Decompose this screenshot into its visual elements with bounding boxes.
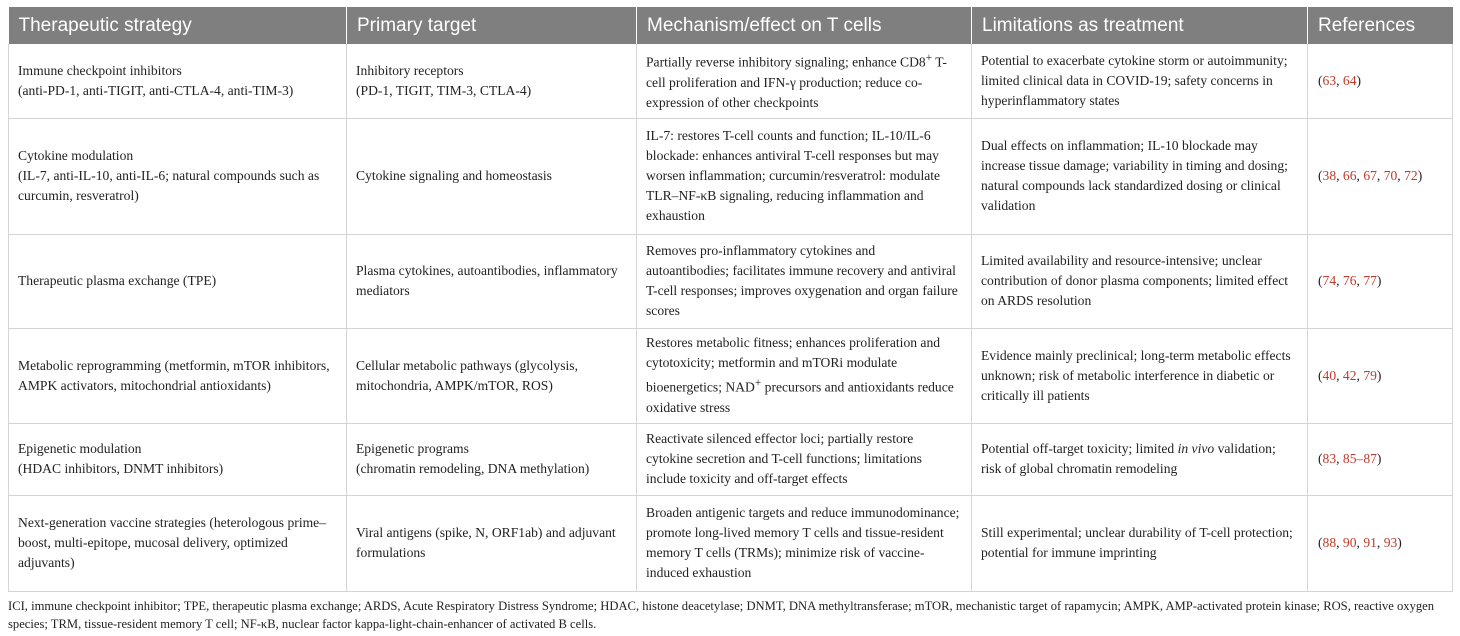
references-cell: (63, 64): [1308, 44, 1453, 118]
reference-link[interactable]: 77: [1363, 273, 1377, 288]
mechanism-cell: [637, 328, 972, 423]
strategy-cell: [9, 44, 347, 118]
mechanism-cell: IL-7: restores T-cell counts and function; IL-10/IL-6 blockade: enhances antiviral T-cell responses but may worsen inflammation; curcumin/resveratrol: modulate TLR–NF-κB signaling, reducing inflammation and exhaustion: [637, 118, 972, 234]
table-row: [9, 44, 1453, 118]
table-footnote: ICI, immune checkpoint inhibitor; TPE, therapeutic plasma exchange; ARDS, Acute Respiratory Distress Syndrome; HDAC, histone deacetylase; DNMT, DNA methyltransferase; mTOR, mechanistic target of rapamycin; AMPK, AMP-activated protein kinase; ROS, reactive oxygen species; TRM, tissue-resident memory T cell; NF-κB, nuclear factor kappa-light-chain-enhancer of activated B cells.: [8, 599, 1435, 631]
reference-link[interactable]: 40: [1322, 367, 1337, 383]
references-cell: (38, 66, 67, 70, 72): [1308, 118, 1453, 234]
strategy-cell: [9, 118, 347, 234]
strategy-name: Immune checkpoint inhibitors: [18, 62, 182, 78]
reference-link[interactable]: 72: [1404, 168, 1418, 183]
strategy-detail: (HDAC inhibitors, DNMT inhibitors): [18, 461, 224, 476]
italic-term: in vivo: [1177, 441, 1215, 456]
limitations-text: Potential off-target toxicity; limited: [981, 441, 1178, 456]
table-row: [9, 495, 1453, 591]
reference-link[interactable]: 74: [1322, 273, 1337, 288]
mechanism-cell: Removes pro-inflammatory cytokines and autoantibodies; facilitates immune recovery and antiviral T-cell responses; improves oxygenation and organ failure scores: [637, 234, 972, 328]
reference-link[interactable]: 38: [1322, 168, 1337, 183]
target-name: Inhibitory receptors: [356, 62, 464, 78]
reference-link[interactable]: 42: [1342, 367, 1357, 383]
target-name: Epigenetic programs: [356, 441, 469, 456]
reference-link[interactable]: 88: [1322, 535, 1337, 550]
mechanism-text: precursors and antioxidants reduce oxidative stress: [646, 379, 954, 415]
strategy-detail: (anti-PD-1, anti-TIGIT, anti-CTLA-4, anti-TIM-3): [18, 82, 294, 98]
mechanism-text: Restores metabolic fitness; enhances proliferation and cytotoxicity; metformin and mTORi modulate bioenergetics; NAD: [646, 335, 941, 395]
strategy-detail: (IL-7, anti-IL-10, anti-IL-6; natural compounds such as curcumin, resveratrol): [18, 168, 320, 203]
mechanism-text: T-cell proliferation and IFN-γ production; reduce co-expression of other checkpoints: [646, 55, 947, 111]
mechanism-cell: [637, 44, 972, 118]
references-cell: (88, 90, 91, 93): [1308, 495, 1453, 591]
header-mechanism: Mechanism/effect on T cells: [637, 7, 972, 44]
target-cell: [347, 44, 637, 118]
limitations-cell: Still experimental; unclear durability of T-cell protection; potential for immune imprinting: [972, 495, 1308, 591]
references-cell: (74, 76, 77): [1308, 234, 1453, 328]
limitations-text: validation; risk of global chromatin remodeling: [981, 441, 1276, 476]
header-references: References: [1308, 7, 1453, 44]
target-detail: (PD-1, TIGIT, TIM-3, CTLA-4): [356, 82, 532, 98]
table-container: [8, 7, 1452, 592]
mechanism-text: Partially reverse inhibitory signaling; enhance CD8: [646, 55, 926, 71]
reference-link[interactable]: 76: [1342, 273, 1357, 288]
table-row: [9, 118, 1453, 234]
table-row: [9, 328, 1453, 423]
table-row: [9, 234, 1453, 328]
reference-link[interactable]: 93: [1383, 535, 1398, 550]
references-cell: (83, 85–87): [1308, 423, 1453, 495]
limitations-cell: Potential to exacerbate cytokine storm or autoimmunity; limited clinical data in COVID-19; safety concerns in hyperinflammatory states: [972, 44, 1308, 118]
header-limitations: Limitations as treatment: [972, 7, 1308, 44]
reference-link[interactable]: 66: [1342, 168, 1357, 183]
reference-link[interactable]: 67: [1363, 168, 1377, 183]
limitations-cell: Dual effects on inflammation; IL-10 blockade may increase tissue damage; variability in timing and dosing; natural compounds lack standardized dosing or clinical validation: [972, 118, 1308, 234]
target-detail: (chromatin remodeling, DNA methylation): [356, 461, 590, 476]
header-target: Primary target: [347, 7, 637, 44]
target-cell: Plasma cytokines, autoantibodies, inflammatory mediators: [347, 234, 637, 328]
limitations-cell: Evidence mainly preclinical; long-term metabolic effects unknown; risk of metabolic interference in diabetic or critically ill patients: [972, 328, 1308, 423]
strategy-cell: Therapeutic plasma exchange (TPE): [9, 234, 347, 328]
reference-link[interactable]: 90: [1342, 535, 1357, 550]
therapeutic-strategies-table: [8, 7, 1453, 592]
limitations-cell: Limited availability and resource-intensive; unclear contribution of donor plasma components; limited effect on ARDS resolution: [972, 234, 1308, 328]
reference-link[interactable]: 79: [1363, 367, 1377, 383]
header-row: [9, 7, 1453, 44]
strategy-cell: Next-generation vaccine strategies (heterologous prime–boost, multi-epitope, mucosal delivery, optimized adjuvants): [9, 495, 347, 591]
target-cell: Cytokine signaling and homeostasis: [347, 118, 637, 234]
strategy-cell: [9, 423, 347, 495]
reference-link[interactable]: 64: [1342, 72, 1357, 88]
target-cell: Viral antigens (spike, N, ORF1ab) and adjuvant formulations: [347, 495, 637, 591]
limitations-cell: [972, 423, 1308, 495]
target-cell: Cellular metabolic pathways (glycolysis, mitochondria, AMPK/mTOR, ROS): [347, 328, 637, 423]
table-row: [9, 423, 1453, 495]
target-cell: [347, 423, 637, 495]
strategy-cell: Metabolic reprogramming (metformin, mTOR inhibitors, AMPK activators, mitochondrial antioxidants): [9, 328, 347, 423]
header-strategy: Therapeutic strategy: [9, 7, 347, 44]
reference-link[interactable]: 83: [1322, 451, 1337, 466]
references-cell: (40, 42, 79): [1308, 328, 1453, 423]
mechanism-cell: Reactivate silenced effector loci; partially restore cytokine secretion and T-cell functions; limitations include toxicity and off-target effects: [637, 423, 972, 495]
reference-link[interactable]: 91: [1363, 535, 1377, 550]
strategy-name: Epigenetic modulation: [18, 441, 142, 456]
strategy-name: Cytokine modulation: [18, 148, 134, 163]
mechanism-cell: Broaden antigenic targets and reduce immunodominance; promote long-lived memory T cells and tissue-resident memory T cells (TRMs); minimize risk of vaccine-induced exhaustion: [637, 495, 972, 591]
superscript: +: [925, 52, 933, 65]
reference-link[interactable]: 70: [1383, 168, 1398, 183]
superscript: +: [754, 377, 762, 390]
reference-link[interactable]: 85–87: [1342, 451, 1377, 466]
reference-link[interactable]: 63: [1322, 72, 1337, 88]
